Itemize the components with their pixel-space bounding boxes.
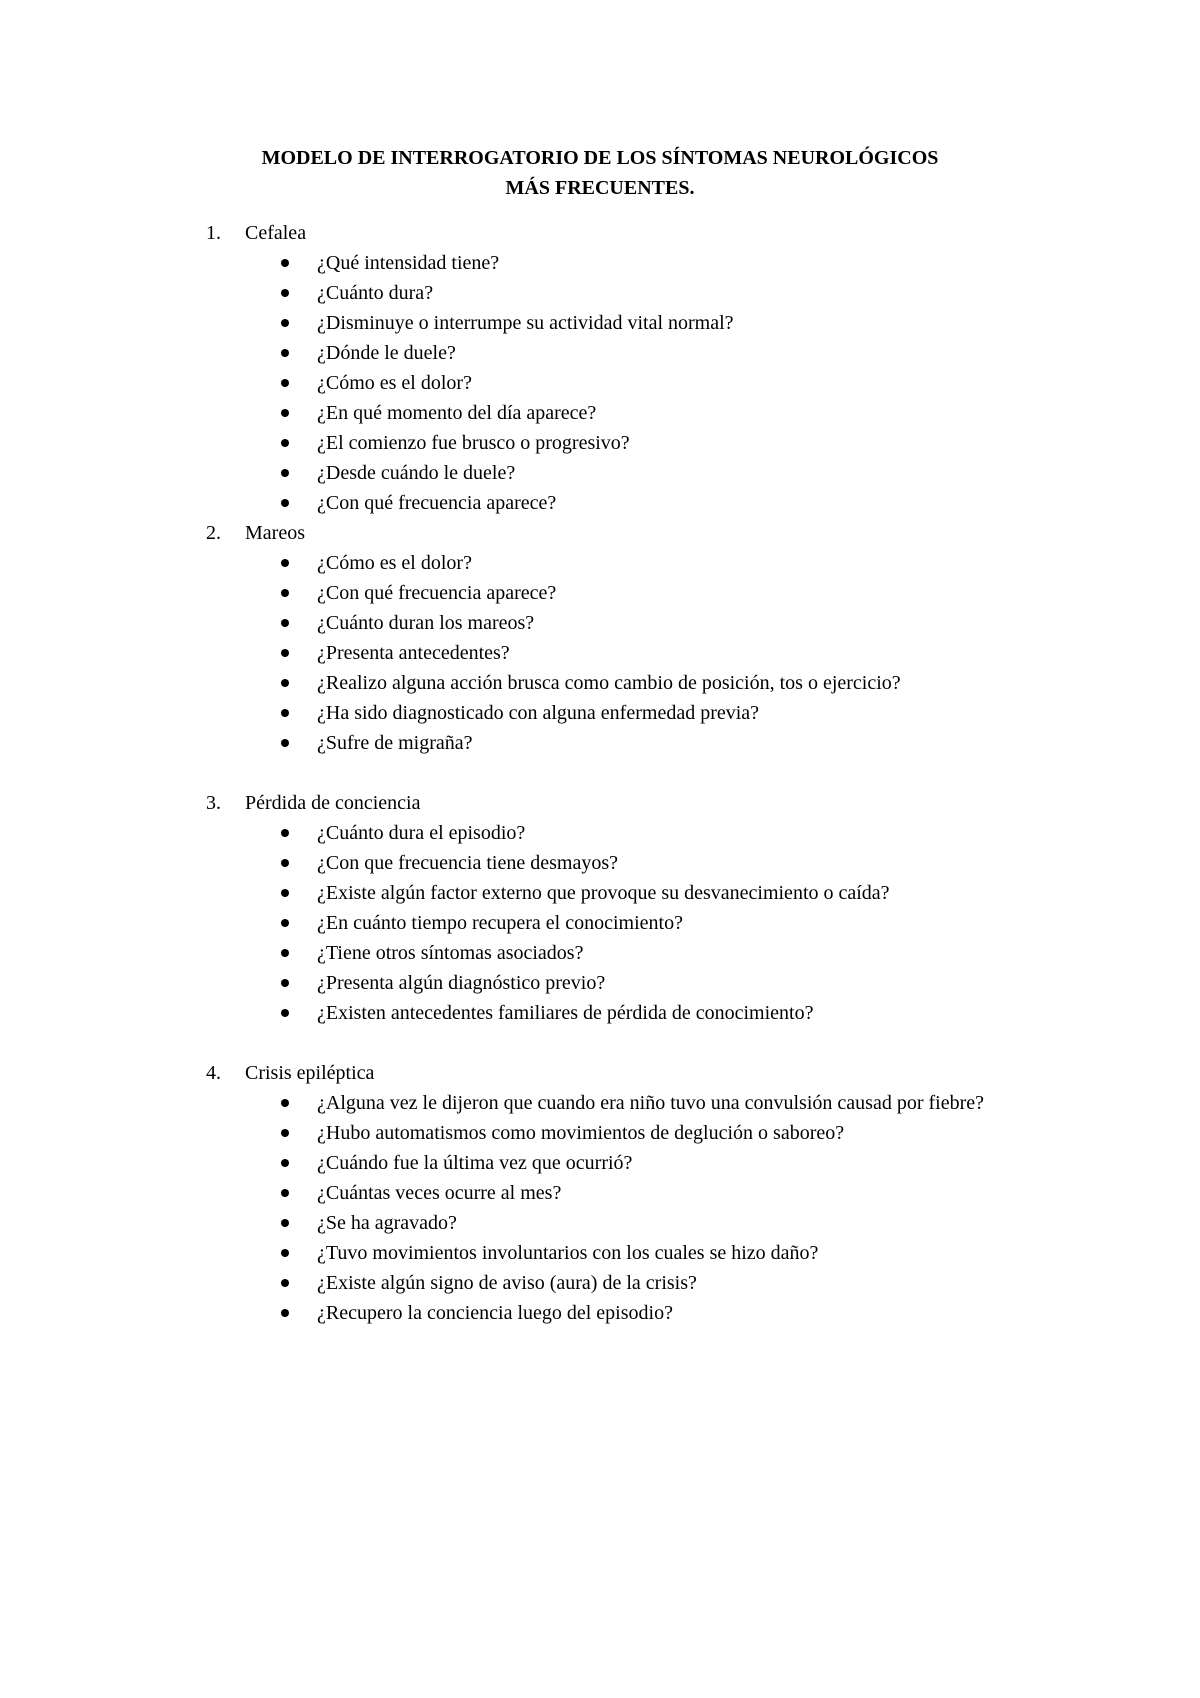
- bullet-icon: [281, 1129, 289, 1137]
- question-text: ¿Cuántas veces ocurre al mes?: [317, 1182, 562, 1204]
- bullet-icon: [281, 1099, 289, 1107]
- list-item: [0, 1148, 1200, 1178]
- list-item: [0, 1208, 1200, 1238]
- bullet-icon: [281, 469, 289, 477]
- list-item: [0, 968, 1200, 998]
- question-text: ¿Realizo alguna acción brusca como cambio de posición, tos o ejercicio?: [317, 672, 901, 694]
- bullet-icon: [281, 679, 289, 687]
- list-item: [0, 578, 1200, 608]
- question-text: ¿Desde cuándo le duele?: [317, 462, 516, 484]
- bullet-icon: [281, 379, 289, 387]
- section-heading: [0, 1058, 1200, 1088]
- question-text: ¿Alguna vez le dijeron que cuando era niño tuvo una convulsión causad por fiebre?: [317, 1092, 984, 1114]
- title-line-2: MÁS FRECUENTES.: [505, 177, 695, 199]
- question-text: ¿Existen antecedentes familiares de pérdida de conocimiento?: [317, 1002, 814, 1024]
- question-text: ¿Con que frecuencia tiene desmayos?: [317, 852, 618, 874]
- list-item: [0, 998, 1200, 1028]
- question-text: ¿Con qué frecuencia aparece?: [317, 582, 557, 604]
- section-title: Mareos: [245, 522, 305, 544]
- list-item: [0, 878, 1200, 908]
- list-item: [0, 278, 1200, 308]
- bullet-icon: [281, 1159, 289, 1167]
- question-text: ¿Existe algún factor externo que provoque su desvanecimiento o caída?: [317, 882, 890, 904]
- question-list: [0, 548, 1200, 758]
- question-text: ¿Disminuye o interrumpe su actividad vital normal?: [317, 312, 734, 334]
- blank-line: [0, 1028, 1200, 1058]
- question-text: ¿Presenta antecedentes?: [317, 642, 510, 664]
- question-text: ¿Recupero la conciencia luego del episodio?: [317, 1302, 673, 1324]
- bullet-icon: [281, 349, 289, 357]
- section-title: Crisis epiléptica: [245, 1062, 375, 1084]
- question-text: ¿Tuvo movimientos involuntarios con los cuales se hizo daño?: [317, 1242, 819, 1264]
- list-item: [0, 248, 1200, 278]
- section-cefalea: [0, 218, 1200, 518]
- list-item: [0, 698, 1200, 728]
- bullet-icon: [281, 1279, 289, 1287]
- list-item: [0, 608, 1200, 638]
- title-line-1: MODELO DE INTERROGATORIO DE LOS SÍNTOMAS NEUROLÓGICOS: [261, 147, 939, 169]
- list-item: [0, 1178, 1200, 1208]
- list-item: [0, 548, 1200, 578]
- bullet-icon: [281, 499, 289, 507]
- list-item: [0, 308, 1200, 338]
- question-text: ¿Hubo automatismos como movimientos de deglución o saboreo?: [317, 1122, 845, 1144]
- bullet-icon: [281, 709, 289, 717]
- section-number: 2.: [206, 522, 221, 544]
- bullet-icon: [281, 949, 289, 957]
- list-item: [0, 818, 1200, 848]
- question-text: ¿Sufre de migraña?: [317, 732, 473, 754]
- question-list: [0, 1088, 1200, 1328]
- bullet-icon: [281, 1009, 289, 1017]
- list-item: [0, 908, 1200, 938]
- bullet-icon: [281, 289, 289, 297]
- bullet-icon: [281, 589, 289, 597]
- bullet-icon: [281, 1189, 289, 1197]
- section-perdida-de-conciencia: [0, 788, 1200, 1028]
- document-title: [150, 143, 1050, 203]
- bullet-icon: [281, 919, 289, 927]
- question-text: ¿Cómo es el dolor?: [317, 552, 472, 574]
- question-text: ¿Ha sido diagnosticado con alguna enfermedad previa?: [317, 702, 760, 724]
- bullet-icon: [281, 979, 289, 987]
- question-list: [0, 248, 1200, 518]
- list-item: [0, 1238, 1200, 1268]
- bullet-icon: [281, 409, 289, 417]
- list-item: [0, 668, 1200, 698]
- bullet-icon: [281, 439, 289, 447]
- list-item: [0, 1088, 1200, 1118]
- section-title: Cefalea: [245, 222, 307, 244]
- list-item: [0, 488, 1200, 518]
- section-mareos: [0, 518, 1200, 758]
- section-crisis-epileptica: [0, 1058, 1200, 1328]
- list-item: [0, 728, 1200, 758]
- question-list: [0, 818, 1200, 1028]
- bullet-icon: [281, 619, 289, 627]
- bullet-icon: [281, 319, 289, 327]
- bullet-icon: [281, 859, 289, 867]
- bullet-icon: [281, 1219, 289, 1227]
- question-text: ¿Cuánto dura el episodio?: [317, 822, 526, 844]
- list-item: [0, 1298, 1200, 1328]
- question-text: ¿Existe algún signo de aviso (aura) de la crisis?: [317, 1272, 697, 1294]
- bullet-icon: [281, 739, 289, 747]
- question-text: ¿Dónde le duele?: [317, 342, 456, 364]
- list-item: [0, 848, 1200, 878]
- section-number: 4.: [206, 1062, 221, 1084]
- section-list: [0, 218, 1200, 1328]
- question-text: ¿Qué intensidad tiene?: [317, 252, 500, 274]
- list-item: [0, 398, 1200, 428]
- question-text: ¿Se ha agravado?: [317, 1212, 457, 1234]
- question-text: ¿Cuándo fue la última vez que ocurrió?: [317, 1152, 633, 1174]
- list-item: [0, 638, 1200, 668]
- bullet-icon: [281, 649, 289, 657]
- question-text: ¿Con qué frecuencia aparece?: [317, 492, 557, 514]
- question-text: ¿Cuánto duran los mareos?: [317, 612, 535, 634]
- section-number: 3.: [206, 792, 221, 814]
- list-item: [0, 938, 1200, 968]
- bullet-icon: [281, 889, 289, 897]
- section-heading: [0, 518, 1200, 548]
- list-item: [0, 1118, 1200, 1148]
- list-item: [0, 1268, 1200, 1298]
- list-item: [0, 458, 1200, 488]
- bullet-icon: [281, 1249, 289, 1257]
- list-item: [0, 338, 1200, 368]
- blank-line: [0, 758, 1200, 788]
- list-item: [0, 428, 1200, 458]
- section-number: 1.: [206, 222, 221, 244]
- bullet-icon: [281, 829, 289, 837]
- bullet-icon: [281, 559, 289, 567]
- question-text: ¿Tiene otros síntomas asociados?: [317, 942, 584, 964]
- bullet-icon: [281, 259, 289, 267]
- bullet-icon: [281, 1309, 289, 1317]
- question-text: ¿Cuánto dura?: [317, 282, 434, 304]
- section-title: Pérdida de conciencia: [245, 792, 421, 814]
- question-text: ¿En qué momento del día aparece?: [317, 402, 597, 424]
- list-item: [0, 368, 1200, 398]
- question-text: ¿El comienzo fue brusco o progresivo?: [317, 432, 630, 454]
- section-heading: [0, 788, 1200, 818]
- question-text: ¿Presenta algún diagnóstico previo?: [317, 972, 606, 994]
- question-text: ¿En cuánto tiempo recupera el conocimiento?: [317, 912, 683, 934]
- question-text: ¿Cómo es el dolor?: [317, 372, 472, 394]
- section-heading: [0, 218, 1200, 248]
